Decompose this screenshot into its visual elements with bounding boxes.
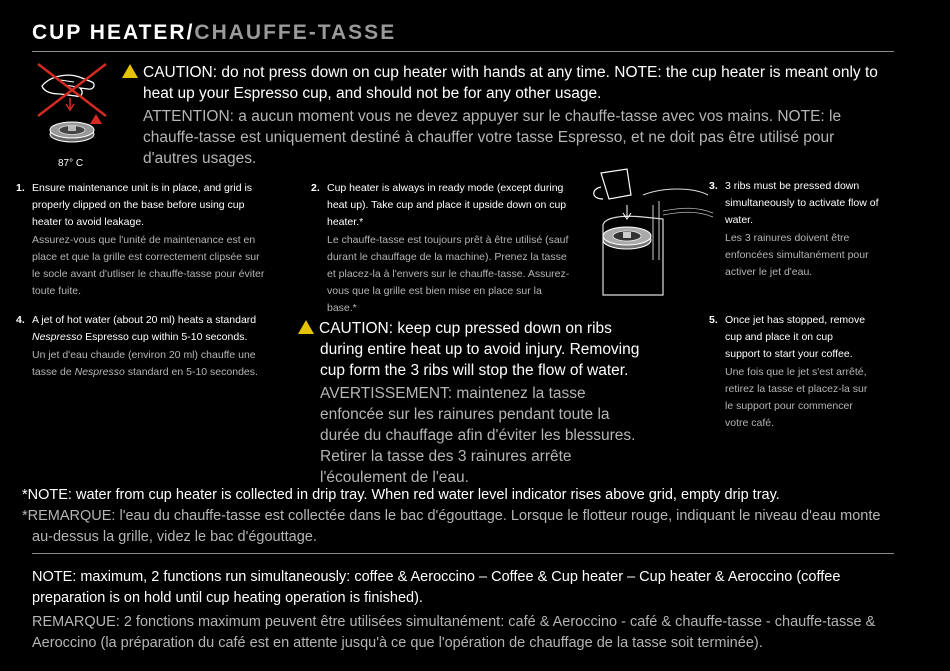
mid-caution-english: !CAUTION: keep cup pressed down on ribs during entire heat up to avoid injury. Removing cup form the 3 ribs will stop the flow of water. bbox=[298, 318, 653, 381]
top-caution-english: !CAUTION: do not press down on cup heater with hands at any time. NOTE: the cup heater is meant only to heat up your Espresso cup, and should not be for any other usage. bbox=[122, 62, 892, 104]
drip-note-english: *NOTE: water from cup heater is collected in drip tray. When red water level indicator rises above grid, empty drip tray. bbox=[22, 487, 780, 503]
step-3 bbox=[709, 178, 899, 281]
step-2-english: Cup heater is always in ready mode (except during heat up). Take cup and place it upside down on cup heater.* bbox=[327, 182, 567, 228]
top-caution-french: ATTENTION: a aucun moment vous ne devez appuyer sur le chauffe-tasse avec vos mains. NOTE: le chauffe-tasse est uniquement destiné à chauffer votre tasse Espresso, et ne doit pas être utilisé pour d'autres usages. bbox=[143, 108, 842, 167]
title-divider bbox=[32, 51, 894, 52]
step-number: 1. bbox=[16, 182, 25, 194]
functions-note-english: NOTE: maximum, 2 functions run simultaneously: coffee & Aeroccino – Coffee & Cup heater – Cup heater & Aeroccino (coffee preparation is on hold until cup heating operation is finished). bbox=[32, 569, 841, 606]
step-number: 3. bbox=[709, 180, 718, 192]
step-3-english: 3 ribs must be pressed down simultaneously to activate flow of water. bbox=[725, 180, 879, 226]
step-1 bbox=[16, 180, 266, 300]
step-5-french: Une fois que le jet s'est arrêté, retirez la tasse et placez-la sur le support pour commencer votre café. bbox=[725, 366, 868, 429]
step-1-english: Ensure maintenance unit is in place, and grid is properly clipped on the base before using cup heater to avoid leakage. bbox=[32, 182, 253, 228]
step-4 bbox=[16, 312, 266, 381]
step-4-french: Un jet d'eau chaude (environ 20 ml) chauffe une tasse de Nespresso standard en 5-10 secondes. bbox=[32, 349, 258, 378]
drip-tray-note bbox=[22, 485, 892, 548]
machine-cup-heater-illustration bbox=[583, 165, 723, 305]
title-english: CUP HEATER/ bbox=[32, 21, 195, 44]
notes-divider bbox=[32, 553, 894, 554]
step-2-french: Le chauffe-tasse est toujours prêt à être utilisé (sauf durant le chauffage de la machine). Prenez la tasse et placez-la à l'envers sur le chauffe-tasse. Assurez-vous que la grille est bien mise en place sur la base.* bbox=[327, 234, 570, 314]
page-title bbox=[32, 20, 396, 46]
step-3-french: Les 3 rainures doivent être enfoncées simultanément pour activer le jet d'eau. bbox=[725, 232, 869, 278]
simultaneous-functions-note bbox=[32, 567, 897, 654]
mid-caution-block bbox=[298, 318, 653, 488]
step-number: 2. bbox=[311, 182, 320, 194]
temperature-label: 87° C bbox=[58, 158, 84, 169]
drip-note-french: *REMARQUE: l'eau du chauffe-tasse est collectée dans le bac d'égouttage. Lorsque le flotteur rouge, indiquant le niveau d'eau monte au-dessus la grille, videz le bac d'égouttage. bbox=[22, 508, 881, 545]
top-caution-block bbox=[122, 62, 892, 169]
step-number: 4. bbox=[16, 314, 25, 326]
step-2 bbox=[311, 180, 571, 317]
step-5-english: Once jet has stopped, remove cup and place it on cup support to start your coffee. bbox=[725, 314, 866, 360]
warning-icon bbox=[122, 64, 138, 78]
step-5 bbox=[709, 312, 869, 432]
no-hand-press-illustration bbox=[30, 58, 110, 158]
step-4-english: A jet of hot water (about 20 ml) heats a standard Nespresso Espresso cup within 5-10 seconds. bbox=[32, 314, 257, 343]
step-number: 5. bbox=[709, 314, 718, 326]
functions-note-french: REMARQUE: 2 fonctions maximum peuvent être utilisées simultanément: café & Aeroccino - café & chauffe-tasse - chauffe-tasse & Aeroccino (la préparation du café est en attente jusqu'à ce que l'opération de chauffage de la tasse soit terminée). bbox=[32, 614, 876, 651]
step-1-french: Assurez-vous que l'unité de maintenance est en place et que la grille est correctement clipsée sur le socle avant d'utliser le chauffe-tasse pour éviter toute fuite. bbox=[32, 234, 265, 297]
mid-caution-french: AVERTISSEMENT: maintenez la tasse enfoncée sur les rainures pendant toute la durée du chauffage afin d'éviter les blessures. Retirer la tasse des 3 rainures arrête l'écoulement de l'eau. bbox=[320, 385, 636, 486]
warning-icon bbox=[298, 320, 314, 334]
title-french: CHAUFFE-TASSE bbox=[194, 21, 397, 44]
